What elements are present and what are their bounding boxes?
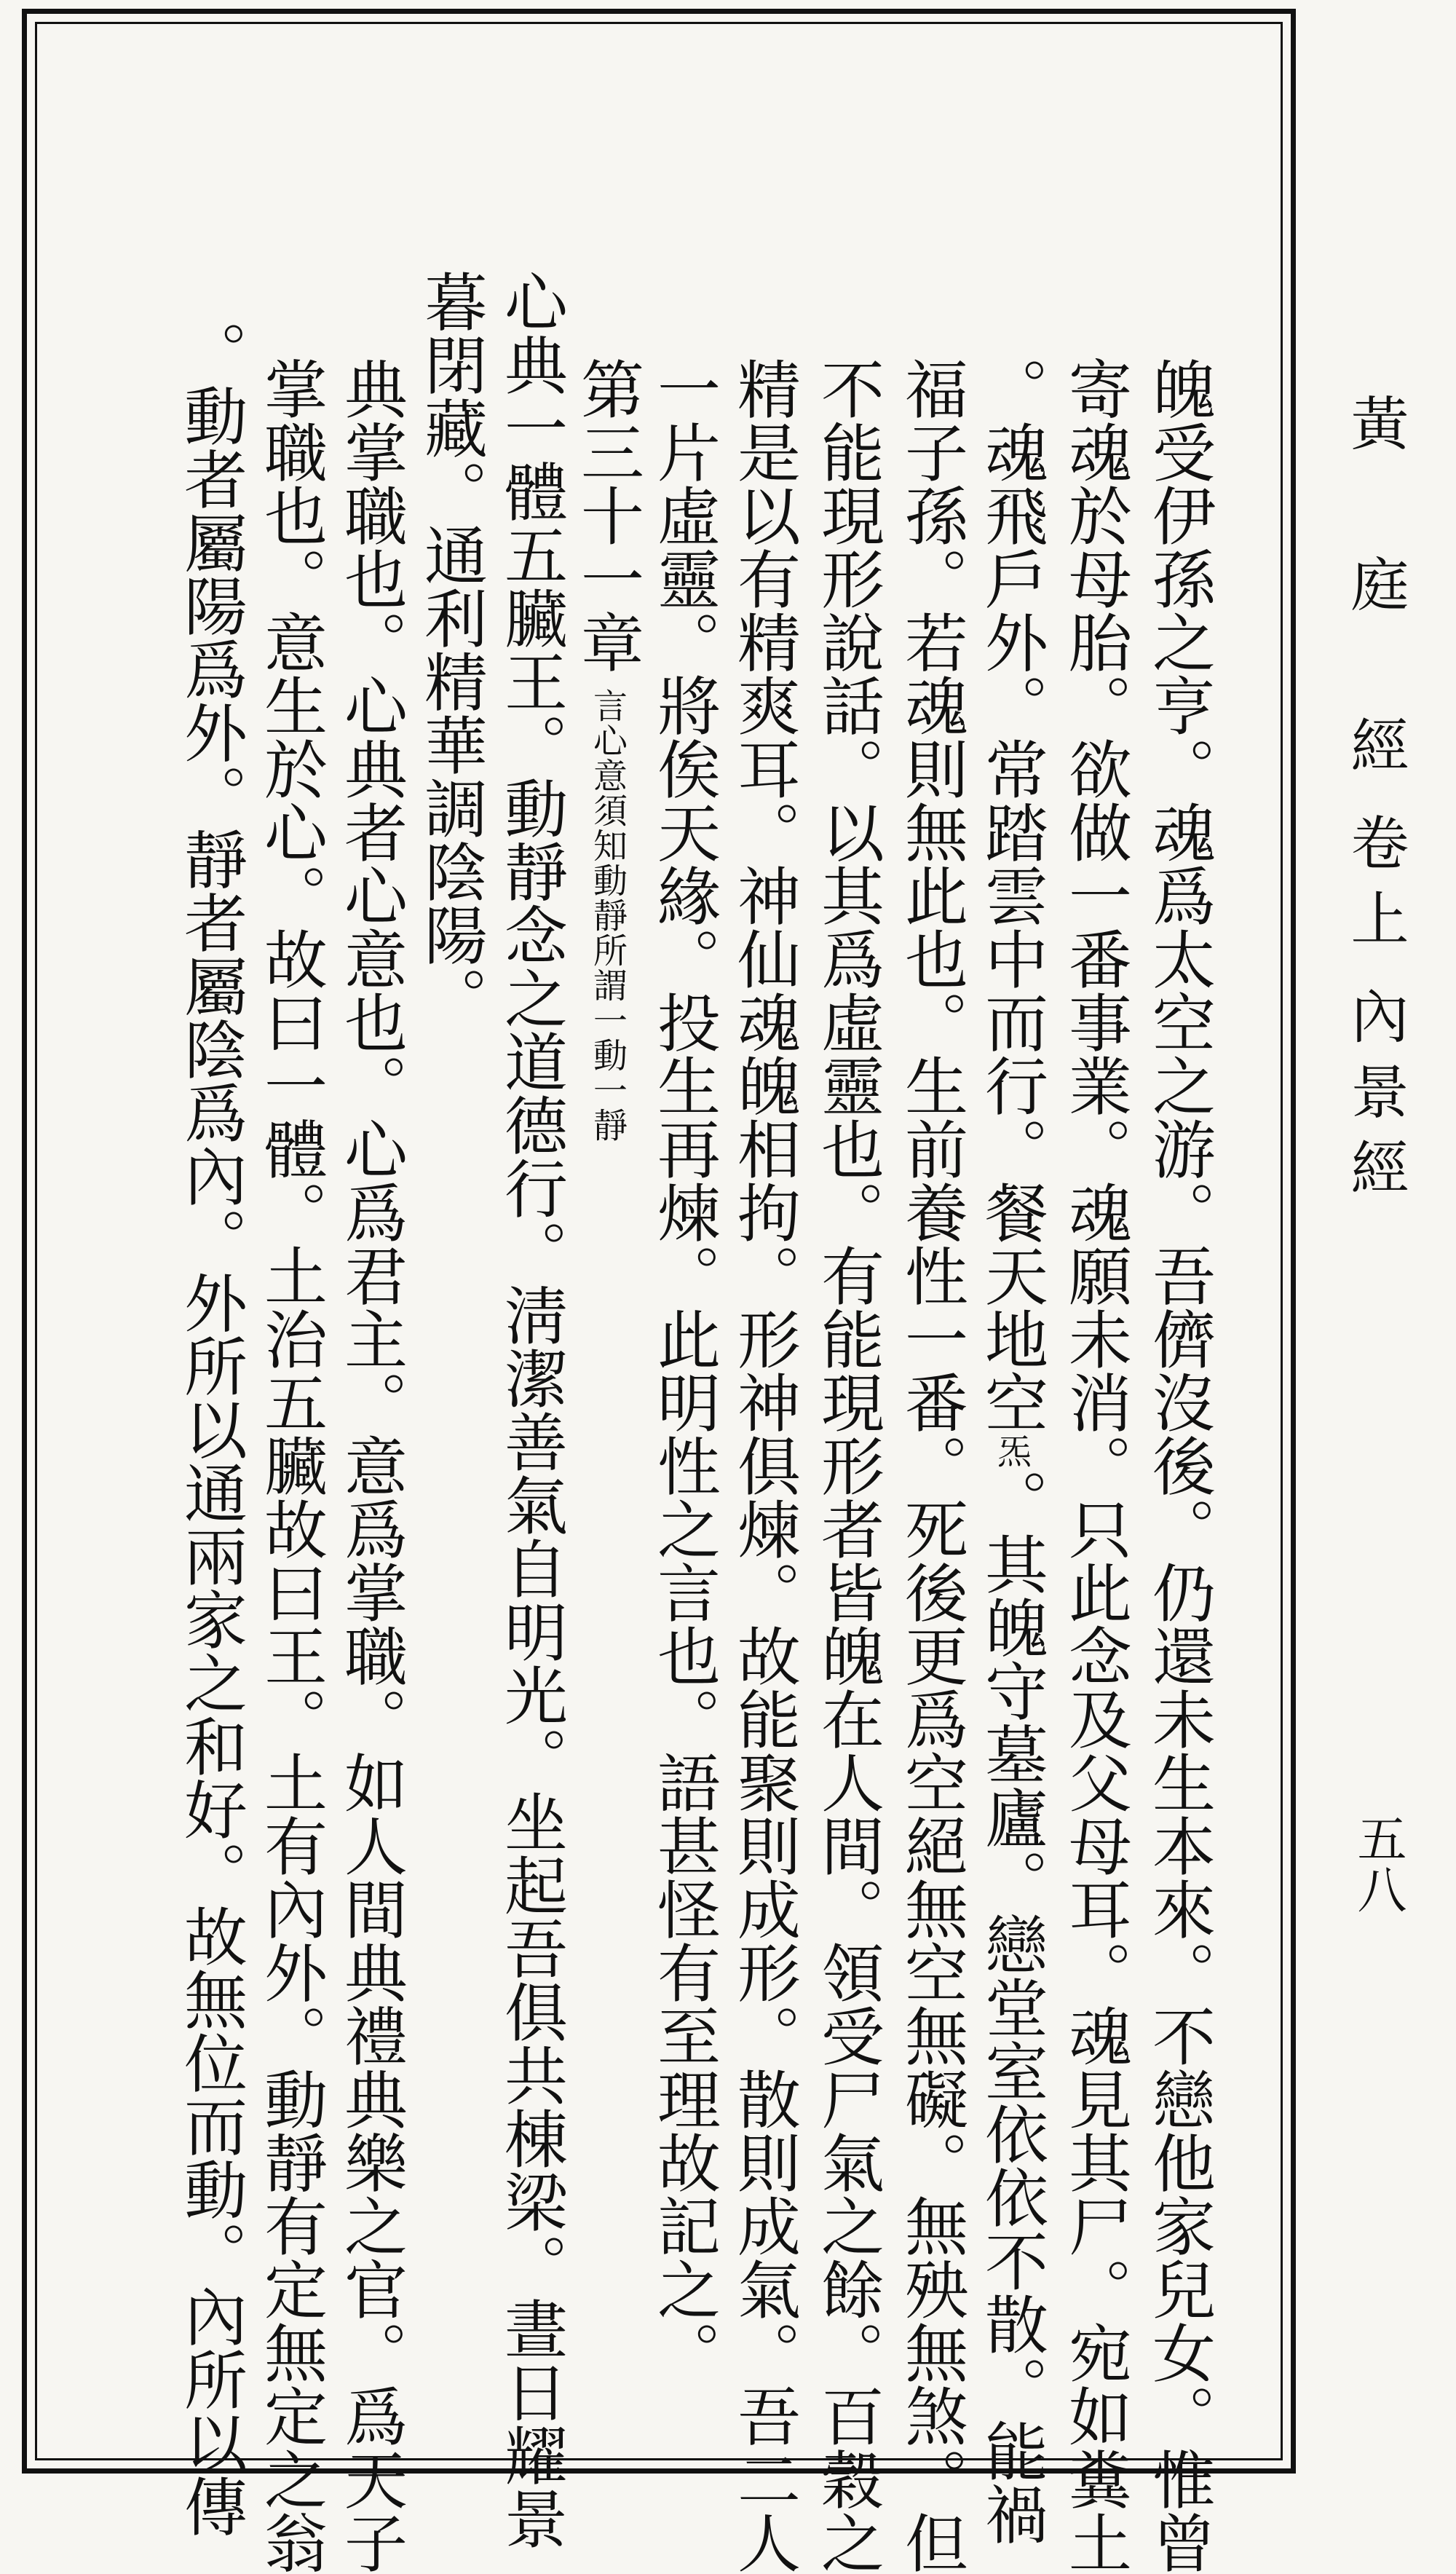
text-column: 寄魂於母胎。欲做一番事業。魂願未消。只此念及父母耳。魂見其尸。宛如糞土: [1058, 357, 1132, 2574]
text-column: 一片虛靈。將俟天緣。投生再煉。此明性之言也。語甚怪有至理故記之。: [646, 357, 721, 2384]
chapter-note: 言心意須知動靜所謂一動一靜: [587, 688, 628, 1142]
text-column: 魄受伊孫之亨。魂爲太空之游。吾儕沒後。仍還未生本來。不戀他家兒女。惟曾: [1142, 357, 1216, 2574]
text-column: 。動者屬陽爲外。靜者屬陰爲內。外所以通兩家之和好。故無位而動。內所以傳: [173, 320, 248, 2538]
text-column: 典掌職也。心典者心意也。心爲君主。意爲掌職。如人間典禮典樂之官。爲天子: [333, 357, 408, 2574]
text-column: 。魂飛戶外。常踏雲中而行。餐天地空炁。其魄守墓廬。戀堂室依依不散。能禍: [974, 357, 1048, 2546]
chapter-heading: [570, 357, 644, 1142]
text-column: 掌職也。意生於心。故曰一體。土治五臟故曰王。土有內外。動靜有定無定之翁: [253, 357, 328, 2574]
page-number: 五八: [1349, 1813, 1406, 1915]
section-label: 內景經: [1341, 986, 1409, 1213]
inline-note: 炁: [992, 1434, 1032, 1469]
book-title: 黃 庭 經: [1341, 393, 1409, 791]
text-column: 心典一體五臟王。動靜念之道德行。淸潔善氣自明光。坐起吾俱共棟梁。晝日耀景: [494, 269, 568, 2550]
text-column: 暮閉藏。通利精華調陰陽。: [414, 269, 488, 1030]
volume-label: 卷上: [1341, 813, 1409, 964]
running-header: [1341, 393, 1409, 1213]
chapter-title: 第三十一章: [570, 357, 644, 674]
text-column: 精是以有精爽耳。神仙魂魄相拘。形神俱煉。故能聚則成形。散則成氣。吾二人: [727, 357, 801, 2574]
text-column: 不能現形說話。以其爲虛靈也。有能現形者皆魄在人間。領受尸氣之餘。百穀之: [810, 357, 885, 2574]
text-column: 福子孫。若魂則無此也。生前養性一番。死後更爲空絕無空無礙。無殃無煞。但: [894, 357, 968, 2574]
